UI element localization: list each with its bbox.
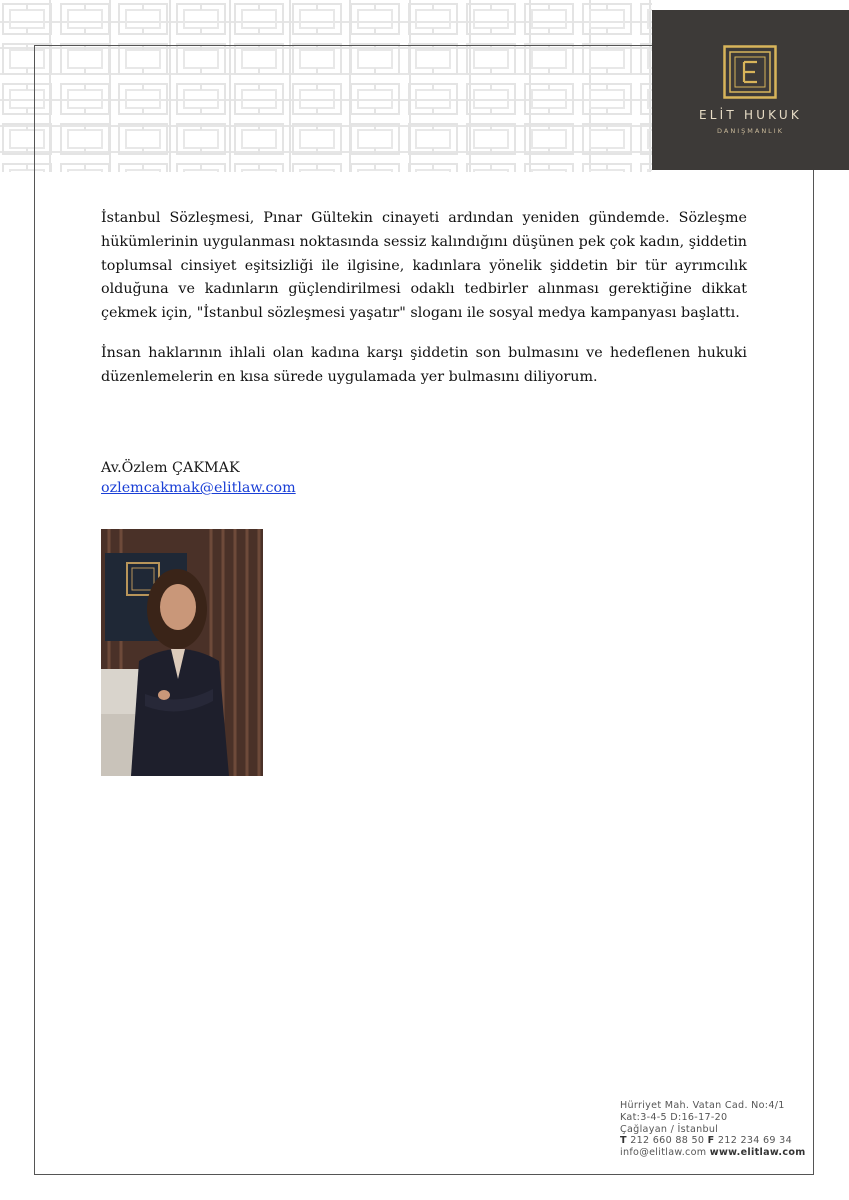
signature-email-link[interactable]: ozlemcakmak@elitlaw.com [101,480,296,496]
body-paragraph: İnsan haklarının ihlali olan kadına karşı şiddetin son bulmasını ve hedeflenen hukuki düzenlemelerin en kısa sürede uygulamada yer bulmasını diliyorum. [101,344,747,385]
footer-website[interactable]: www.elitlaw.com [709,1147,806,1159]
fax-number: 212 234 69 34 [717,1135,792,1147]
fax-label: F [707,1135,715,1147]
signature-block [101,458,296,498]
letter-body [101,207,747,390]
footer-contact-block [620,1100,806,1159]
phone-number: 212 660 88 50 [630,1135,705,1147]
author-portrait [101,529,263,776]
elit-monogram-icon [723,45,777,99]
body-paragraph: İstanbul Sözleşmesi, Pınar Gültekin cinayeti ardından yeniden gündemde. Sözleşme hükümlerinin uygulanması noktasında sessiz kalındığını düşünen pek çok kadın, şiddetin toplumsal cinsiyet eşitsizliği ile ilgisine, kadınlara yönelik şiddetin bir tür ayrımcılık olduğuna ve kadınların güçlendirilmesi odaklı tedbirler alınması gerektiğine dikkat çekmek için, "İstanbul sözleşmesi yaşatır" sloganı ile sosyal medya kampanyası başlattı. [101,210,747,322]
brand-subtitle: DANIŞMANLIK [717,127,784,135]
brand-logo-panel [652,10,849,170]
footer-address-line: Çağlayan / İstanbul [620,1123,719,1135]
portrait-image [101,529,263,776]
footer-address-line: Kat:3-4-5 D:16-17-20 [620,1111,728,1123]
footer-email[interactable]: info@elitlaw.com [620,1147,707,1159]
footer-address-line: Hürriyet Mah. Vatan Cad. No:4/1 [620,1100,785,1111]
brand-name: ELİT HUKUK [699,108,802,122]
footer-phone-fax [620,1135,806,1147]
phone-label: T [620,1135,627,1147]
footer-web-line [620,1147,806,1159]
signature-name: Av.Özlem ÇAKMAK [101,460,240,476]
